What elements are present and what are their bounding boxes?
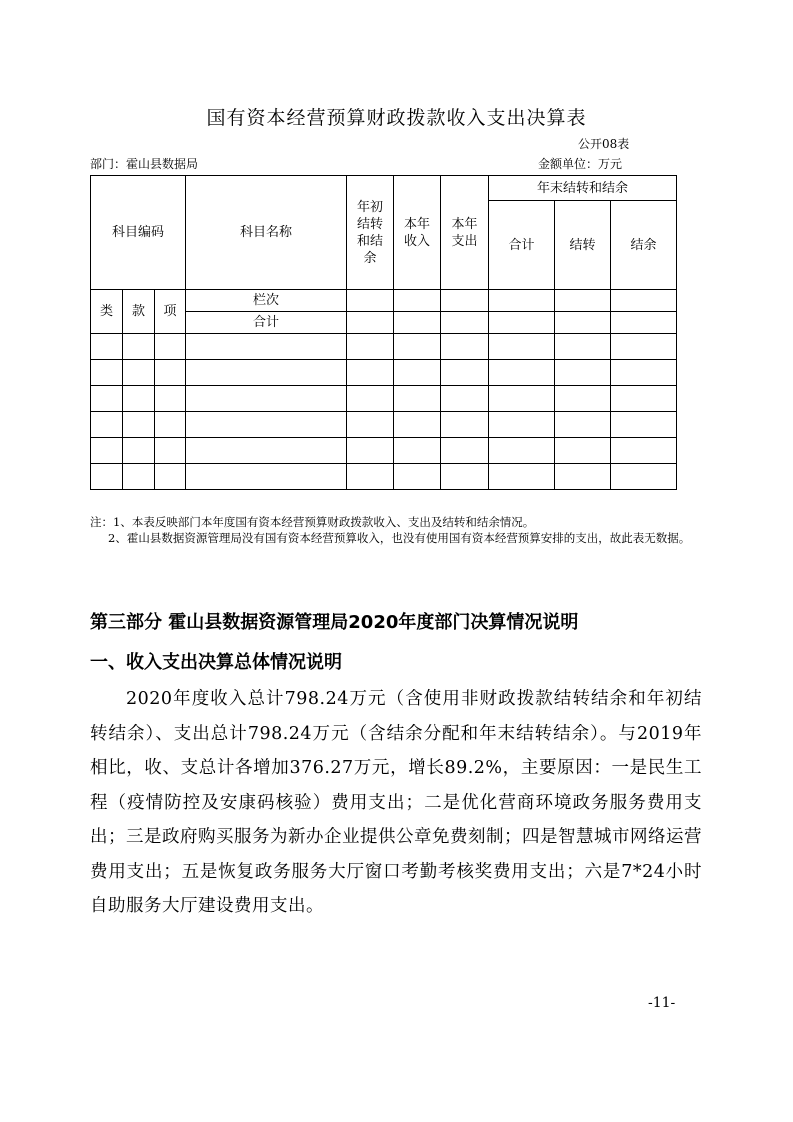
header-carryover: 结转	[555, 201, 611, 290]
header-subject-name: 科目名称	[186, 176, 347, 290]
header-section: 款	[123, 290, 155, 334]
header-total: 合计	[489, 201, 555, 290]
table-row	[91, 334, 677, 360]
header-subject-code: 科目编码	[91, 176, 186, 290]
header-class: 类	[91, 290, 123, 334]
header-current-income: 本年收入	[394, 176, 441, 290]
table-title: 国有资本经营预算财政拨款收入支出决算表	[206, 107, 587, 129]
part-three-heading: 第三部分 霍山县数据资源管理局2020年度部门决算情况说明	[90, 612, 579, 633]
row-column-label: 栏次	[186, 290, 347, 312]
unit-label: 金额单位：万元	[538, 157, 623, 171]
note-1: 注：1、本表反映部门本年度国有资本经营预算财政拨款收入、支出及结转和结余情况。	[90, 515, 535, 529]
table-code: 公开08表	[578, 137, 630, 151]
department-label: 部门：霍山县数据局	[90, 157, 199, 171]
row-total-label: 合计	[186, 312, 347, 334]
table-row	[91, 438, 677, 464]
budget-table	[90, 175, 677, 490]
column-index-row	[91, 290, 677, 312]
note-2: 2、霍山县数据资源管理局没有国有资本经营预算收入，也没有使用国有资本经营预算安排的支出，故此表无数据。	[108, 531, 691, 545]
section-heading: 一、收入支出决算总体情况说明	[90, 652, 342, 673]
header-item: 项	[155, 290, 186, 334]
header-end-balance: 年末结转和结余	[489, 176, 677, 201]
summary-paragraph: 2020年度收入总计798.24万元（含使用非财政拨款结转结余和年初结转结余）、支出总计798.24万元（含结余分配和年末结转结余）。与2019年相比，收、支总计各增加376.27万元，增长89.2%，主要原因：一是民生工程（疫情防控及安康码核验）费用支出；二是优化营商环境政务服务费用支出；三是政府购买服务为新办企业提供公章免费刻制；四是智慧城市网络运营费用支出；五是恢复政务服务大厅窗口考勤考核奖费用支出；六是7*24小时自助服务大厅建设费用支出。	[90, 689, 702, 916]
table-row	[91, 386, 677, 412]
table-row	[91, 412, 677, 438]
header-begin-balance: 年初结转和结余	[347, 176, 394, 290]
header-current-expense: 本年支出	[441, 176, 489, 290]
table-header-row-1	[91, 176, 677, 201]
table-notes	[90, 514, 702, 546]
table-row	[91, 360, 677, 386]
header-surplus: 结余	[611, 201, 677, 290]
page-number: -11-	[648, 995, 676, 1011]
table-row	[91, 464, 677, 490]
